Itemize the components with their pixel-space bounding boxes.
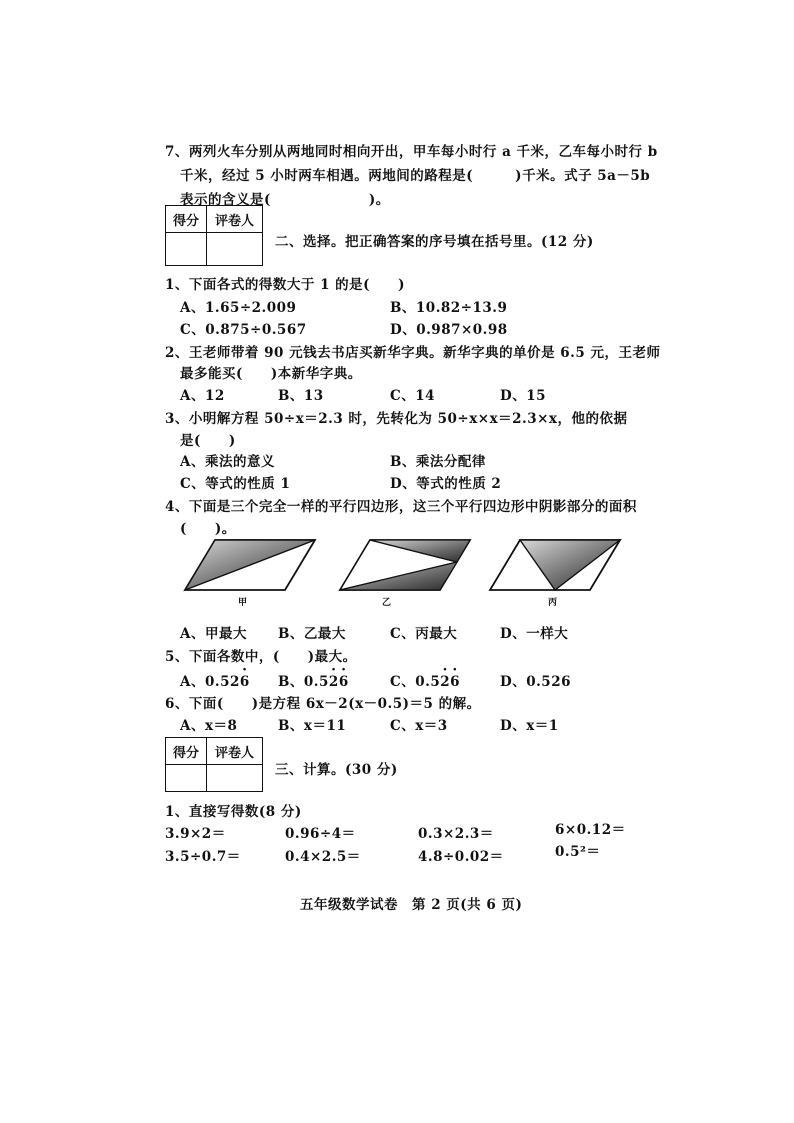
q7-line2: 千米，经过 5 小时两车相遇。两地间的路程是( )千米。式子 5a－5b (180, 168, 651, 184)
s2-q2-option-a: A、12 (180, 388, 225, 404)
s2-q1-option-a: A、1.65÷2.009 (180, 300, 297, 316)
s2-q2-option-c: C、14 (390, 388, 436, 404)
figure-label-bing: 丙 (548, 598, 558, 608)
score-box-2 (165, 737, 263, 792)
s2-q5-option-d: D、0.526 (500, 674, 571, 690)
s2-q1-option-b: B、10.82÷13.9 (390, 300, 508, 316)
calc-r2-c3: 4.8÷0.02＝ (418, 849, 504, 865)
s2-q5-option-c (390, 670, 460, 690)
s2-q6-option-d: D、x＝1 (500, 718, 559, 734)
parallelogram-jia (185, 540, 315, 590)
s2-q2-option-b: B、13 (278, 388, 324, 404)
s2-q3-option-c: C、等式的性质 1 (180, 476, 291, 492)
s2-q2-option-d: D、15 (500, 388, 546, 404)
q7-line1: 7、两列火车分别从两地同时相向开出，甲车每小时行 a 千米，乙车每小时行 b (165, 144, 658, 160)
s2-q4-line2: ( )。 (180, 521, 236, 537)
score-header-2: 得分 (166, 738, 207, 765)
score-header: 得分 (166, 206, 207, 233)
figure-label-yi: 乙 (382, 598, 392, 608)
score-cell[interactable] (166, 233, 207, 266)
section2-title: 二、选择。把正确答案的序号填在括号里。(12 分) (275, 234, 594, 250)
parallelogram-bing (490, 540, 620, 590)
s2-q6-option-b: B、x＝11 (278, 718, 347, 734)
s2-q4-option-d: D、一样大 (500, 626, 569, 642)
s2-q4-line1: 4、下面是三个完全一样的平行四边形，这三个平行四边形中阴影部分的面积 (165, 499, 637, 515)
s2-q2-line1: 2、王老师带着 90 元钱去书店买新华字典。新华字典的单价是 6.5 元，王老师 (165, 345, 661, 361)
s2-q3-line2: 是( ) (180, 433, 236, 449)
q5-a-repeat-digit: · 6 (240, 674, 250, 690)
section3-title: 三、计算。(30 分) (275, 762, 398, 778)
s2-q2-line2: 最多能买( )本新华字典。 (180, 366, 362, 382)
q5-a-number: A、0.52 (180, 674, 240, 690)
s2-q6-stem: 6、下面( )是方程 6x－2(x－0.5)＝5 的解。 (165, 696, 481, 712)
q5-c-number: C、0.5 (390, 674, 441, 690)
q5-b-number: B、0.5 (278, 674, 329, 690)
grader-header: 评卷人 (207, 206, 263, 233)
score-cell-2[interactable] (166, 765, 207, 792)
calc-r2-c2: 0.4×2.5＝ (285, 849, 361, 865)
s2-q5-stem: 5、下面各数中，( )最大。 (165, 649, 357, 665)
q5-c-repeat-digit-1: · 2 (440, 674, 450, 690)
s2-q5-option-a (180, 670, 250, 690)
q5-b-repeat-digit-1: · 2 (329, 674, 339, 690)
figure-label-jia: 甲 (238, 598, 248, 608)
s2-q6-option-a: A、x＝8 (180, 718, 238, 734)
calc-r2-c1: 3.5÷0.7＝ (165, 849, 241, 865)
page-footer: 五年级数学试卷 第 2 页(共 6 页) (300, 897, 523, 913)
calc-r2-c4: 0.5²＝ (555, 844, 601, 860)
s2-q5-option-b (278, 670, 349, 690)
q5-b-repeat-digit-2: · 6 (339, 674, 349, 690)
s2-q3-option-d: D、等式的性质 2 (390, 476, 502, 492)
s2-q4-option-c: C、丙最大 (390, 626, 458, 642)
s2-q3-line1: 3、小明解方程 50÷x＝2.3 时，先转化为 50÷x×x＝2.3×x，他的依据 (165, 411, 628, 427)
q5-c-repeat-digit-2: · 6 (450, 674, 460, 690)
calc-r1-c3: 0.3×2.3＝ (418, 826, 494, 842)
s3-sub1: 1、直接写得数(8 分) (165, 804, 302, 820)
parallelogram-yi (340, 540, 470, 590)
calc-r1-c4: 6×0.12＝ (555, 822, 626, 838)
calc-r1-c1: 3.9×2＝ (165, 826, 226, 842)
q7-line3: 表示的含义是( )。 (180, 192, 390, 208)
s2-q3-option-b: B、乘法分配律 (390, 454, 486, 470)
s2-q6-option-c: C、x＝3 (390, 718, 448, 734)
s2-q3-option-a: A、乘法的意义 (180, 454, 275, 470)
s2-q1-option-c: C、0.875÷0.567 (180, 322, 307, 338)
grader-header-2: 评卷人 (207, 738, 263, 765)
s2-q1-option-d: D、0.987×0.98 (390, 322, 508, 338)
s2-q4-option-a: A、甲最大 (180, 626, 247, 642)
grader-cell-2[interactable] (207, 765, 263, 792)
s2-q1-stem: 1、下面各式的得数大于 1 的是( ) (165, 277, 405, 293)
score-box (165, 205, 263, 266)
s2-q4-option-b: B、乙最大 (278, 626, 346, 642)
grader-cell[interactable] (207, 233, 263, 266)
calc-r1-c2: 0.96÷4＝ (285, 826, 356, 842)
